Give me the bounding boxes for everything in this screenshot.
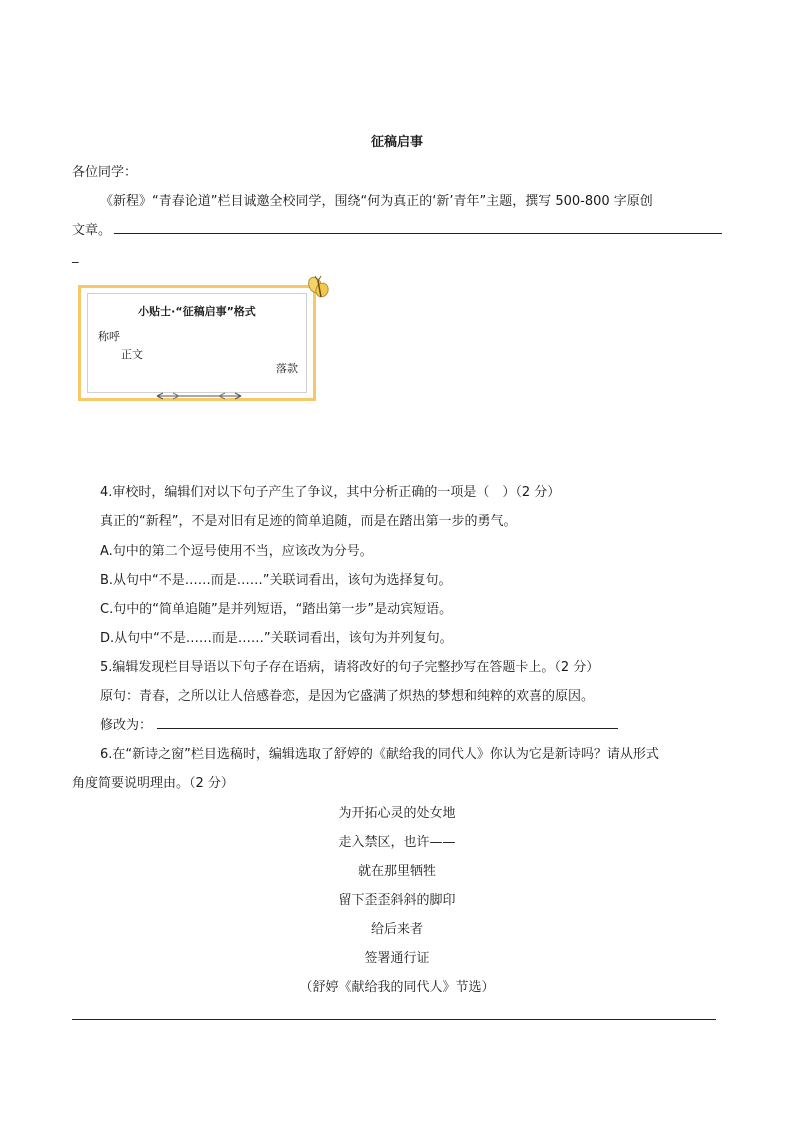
poem-line-2: 走入禁区，也许——: [338, 835, 456, 850]
tip-card: [78, 285, 316, 401]
butterfly-icon: [306, 275, 332, 301]
q4-option-d: D.从句中“不是……而是……”关联词看出，该句为并列复句。: [100, 631, 453, 646]
q4-option-c: C.句中的“简单追随”是并列短语，“踏出第一步”是动宾短语。: [100, 602, 453, 617]
poem-line-4: 留下歪歪斜斜的脚印: [338, 893, 456, 908]
q4-option-b: B.从句中“不是……而是……”关联词看出，该句为选择复句。: [100, 573, 452, 588]
tip-signature: 落款: [276, 362, 298, 375]
q5-revise-label: 修改为：: [100, 718, 153, 733]
tip-salutation: 称呼: [98, 330, 120, 343]
poem-source: （舒婷《献给我的同代人》节选）: [299, 980, 495, 995]
q6-stem-line1: 6.在“新诗之窗”栏目选稿时，编辑选取了舒婷的《献给我的同代人》你认为它是新诗吗？请从形式: [100, 747, 659, 762]
q4-stem: 4.审校时，编辑们对以下句子产生了争议，其中分析正确的一项是（ ）（2 分）: [100, 485, 561, 500]
notice-title: 征稿启事: [370, 135, 423, 150]
tip-body: 正文: [121, 348, 143, 361]
arrow-divider-icon: [153, 391, 245, 401]
notice-body-line2: 文章。: [72, 223, 112, 238]
q5-answer-line: [157, 728, 618, 729]
poem-line-6: 签署通行证: [364, 951, 430, 966]
tip-title: 小贴士·“征稿启事”格式: [138, 305, 256, 318]
q4-sentence: 真正的“新程”，不是对旧有足迹的简单追随，而是在踏出第一步的勇气。: [100, 514, 517, 529]
poem-line-1: 为开拓心灵的处女地: [338, 806, 456, 821]
tip-card-inner-border: [87, 293, 307, 393]
q5-stem: 5.编辑发现栏目导语以下句子存在语病，请将改好的句子完整抄写在答题卡上。（2 分）: [100, 660, 600, 675]
poem-line-5: 给后来者: [370, 922, 423, 937]
answer-line: [114, 233, 722, 234]
q6-stem-line2: 角度简要说明理由。（2 分）: [72, 776, 234, 791]
stray-mark: _: [72, 249, 79, 264]
q5-original: 原句：青春，之所以让人倍感眷恋，是因为它盛满了炽热的梦想和纯粹的欢喜的原因。: [100, 689, 595, 704]
notice-body-line1: 《新程》“青春论道”栏目诚邀全校同学，围绕“何为真正的‘新’青年”主题，撰写 500-800 字原创: [100, 194, 653, 209]
notice-greeting: 各位同学：: [72, 165, 138, 180]
q4-option-a: A.句中的第二个逗号使用不当，应该改为分号。: [100, 544, 373, 559]
page-bottom-rule: [72, 1019, 716, 1020]
poem-line-3: 就在那里牺牲: [357, 864, 436, 879]
